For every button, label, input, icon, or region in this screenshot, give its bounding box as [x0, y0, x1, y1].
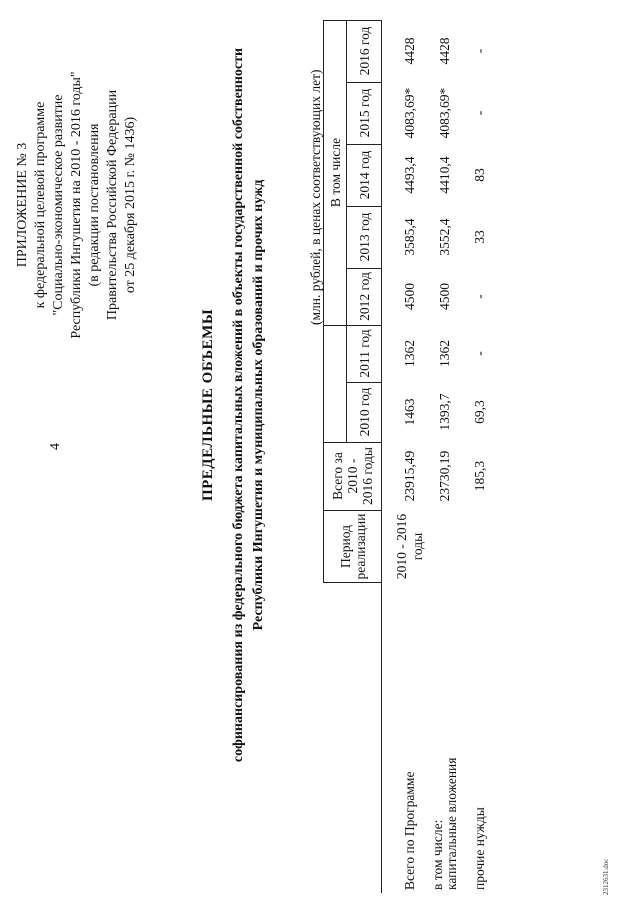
- row-value: 1393,7: [436, 393, 452, 431]
- page-number: 4: [48, 443, 63, 450]
- header-including: В том числе: [324, 20, 347, 325]
- appendix-block: [14, 35, 140, 375]
- row-value: -: [471, 294, 487, 299]
- row-value: 4083,69*: [401, 87, 417, 139]
- row-label: прочие нужды: [471, 807, 487, 890]
- header-year: 2012 год: [347, 268, 382, 325]
- document-title: [200, 15, 269, 795]
- header-year: 2013 год: [347, 206, 382, 268]
- row-label: в том числе:: [429, 819, 445, 890]
- row-value: 1362: [401, 340, 417, 368]
- appendix-line: (в редакции постановления: [87, 123, 102, 287]
- row-value: 1362: [436, 340, 452, 368]
- row-label: Всего по Программе: [401, 771, 417, 890]
- appendix-line: к федеральной целевой программе: [33, 101, 48, 309]
- header-year: 2010 год: [347, 382, 382, 442]
- appendix-line: Правительства Российской Федерации: [105, 89, 120, 321]
- title-heading: ПРЕДЕЛЬНЫЕ ОБЪЕМЫ: [200, 308, 216, 502]
- row-value: -: [471, 48, 487, 54]
- appendix-line: ПРИЛОЖЕНИЕ № 3: [15, 142, 30, 268]
- appendix-line: "Социально-экономическое развитие: [51, 94, 66, 316]
- row-value: 33: [471, 230, 487, 244]
- row-value: 3552,4: [436, 218, 452, 256]
- header-period: Период реализации: [324, 510, 382, 583]
- row-value: 4428: [401, 37, 417, 65]
- table-row: [427, 20, 462, 893]
- row-total: 23915,49: [401, 450, 417, 502]
- row-value: 4493,4: [401, 156, 417, 194]
- row-total: 23730,19: [436, 450, 452, 502]
- table-row: [382, 20, 428, 893]
- row-value: 4410,4: [436, 156, 452, 194]
- header-year: 2014 год: [347, 144, 382, 206]
- row-value: 4500: [401, 283, 417, 311]
- title-line: Республики Ингушетия и муниципальных образований и прочих нужд: [251, 179, 266, 631]
- row-period: [427, 510, 462, 583]
- row-value: 4428: [436, 37, 452, 65]
- units-note: (млн. рублей, в ценах соответствующих лет): [308, 69, 323, 325]
- row-total: 185,3: [471, 460, 487, 492]
- row-period: 2010 - 2016 годы: [393, 513, 425, 580]
- header-blank-years: [324, 325, 347, 442]
- row-value: 4083,69*: [436, 87, 452, 139]
- appendix-line: Республики Ингушетия на 2010 - 2016 годы": [69, 71, 84, 339]
- header-year: 2011 год: [347, 325, 382, 382]
- row-value: 69,3: [471, 400, 487, 424]
- title-line: софинансирования из федерального бюджета капитальных вложений в объекты государственной собственности: [231, 47, 246, 763]
- row-value: 83: [471, 168, 487, 182]
- header-blank: [324, 583, 382, 893]
- row-value: -: [471, 110, 487, 116]
- header-total: Всего за 2010 - 2016 годы: [324, 442, 382, 510]
- row-value: 3585,4: [401, 218, 417, 256]
- appendix-line: от 25 декабря 2015 г. № 1436): [123, 116, 138, 294]
- file-name-footer: 2312631.doc: [602, 858, 610, 895]
- table-row: [462, 20, 497, 893]
- header-year: 2016 год: [347, 20, 382, 82]
- row-value: -: [471, 351, 487, 356]
- row-value: 4500: [436, 283, 452, 311]
- funding-table: [323, 20, 497, 893]
- row-period: [462, 510, 497, 583]
- header-year: 2015 год: [347, 82, 382, 144]
- row-value: 1463: [401, 398, 417, 426]
- row-sublabel: капитальные вложения: [443, 757, 459, 890]
